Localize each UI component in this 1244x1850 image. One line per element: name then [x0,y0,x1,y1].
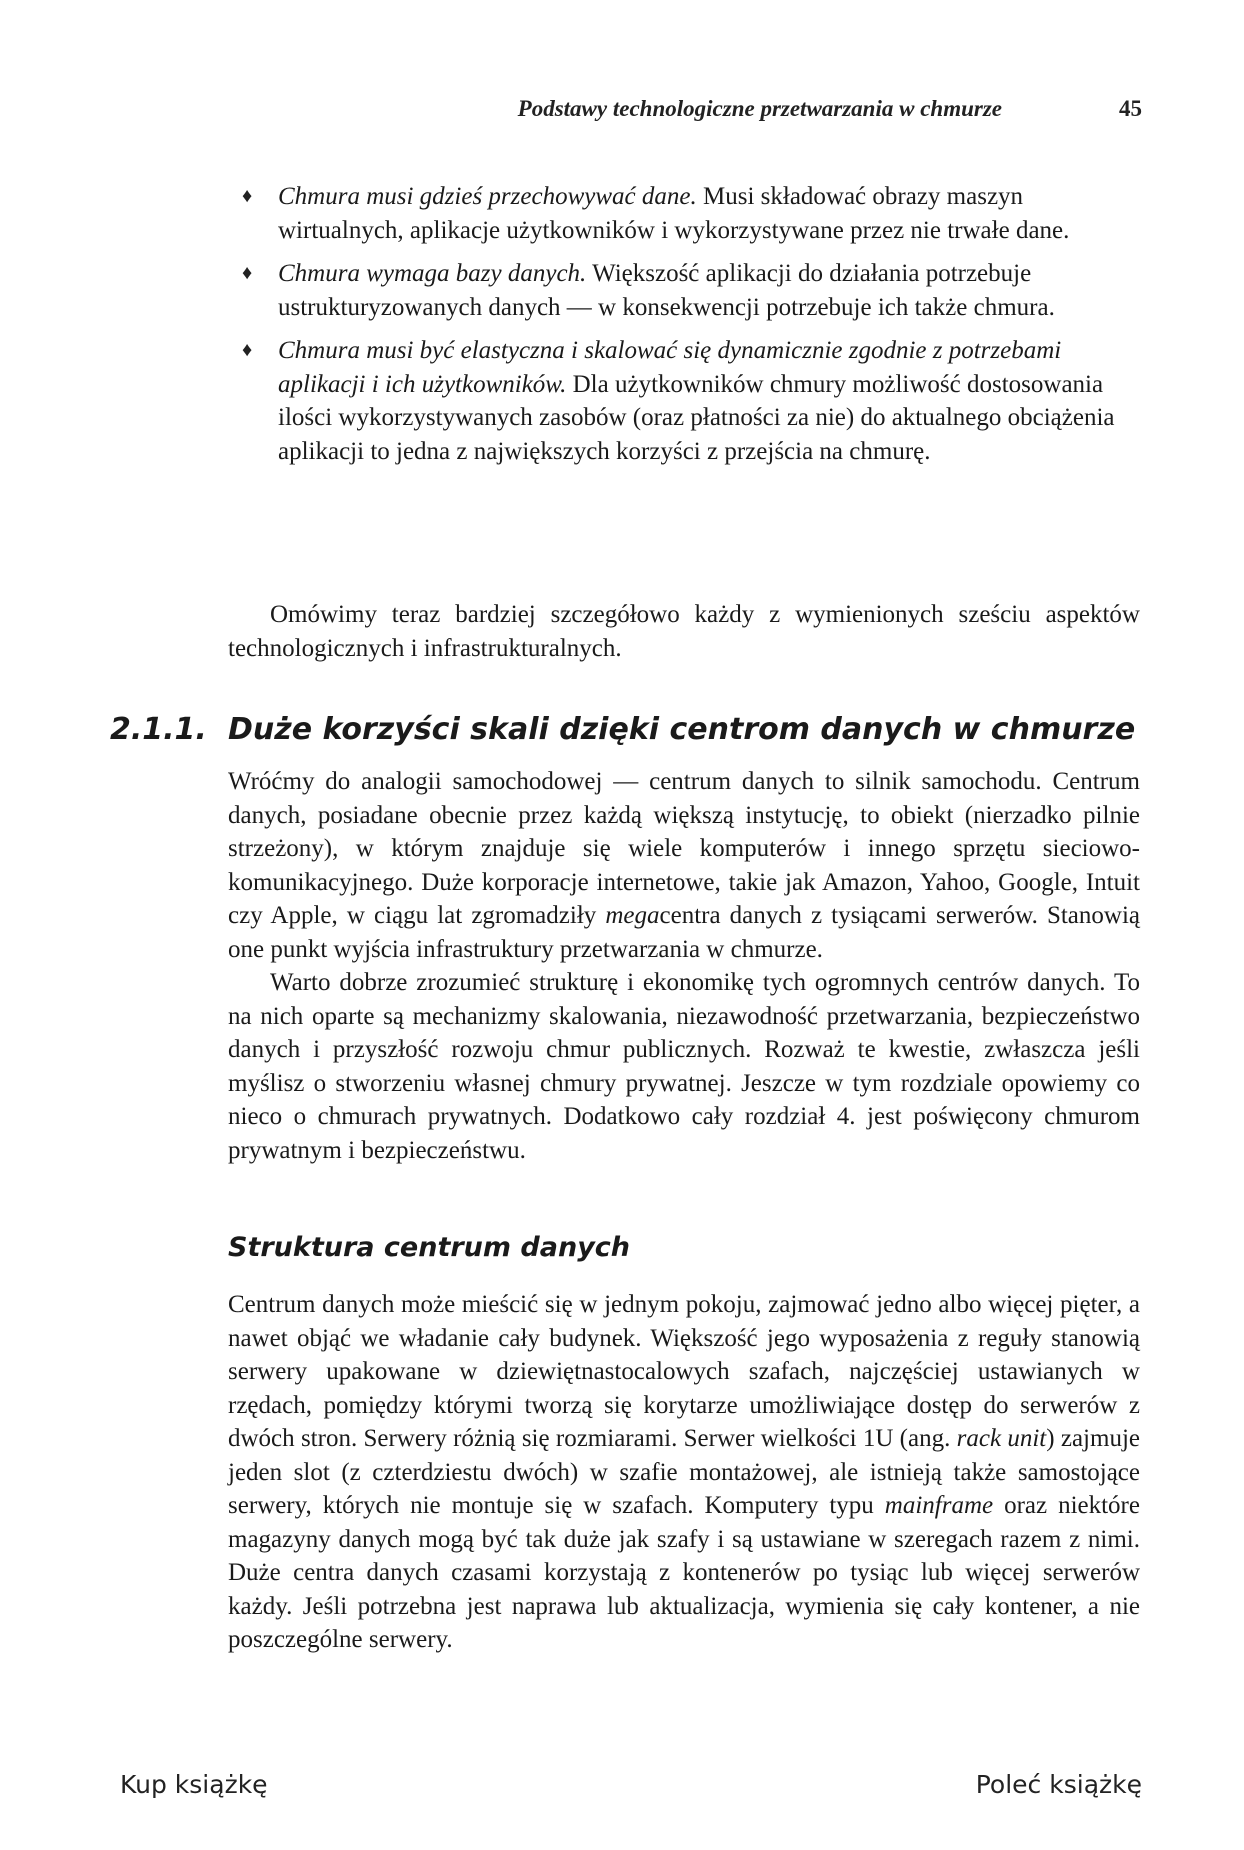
subsection-body [228,1288,1140,1657]
emphasis: rack unit [956,1425,1047,1452]
section-paragraph [228,765,1140,966]
subsection-heading: Struktura centrum danych [228,1232,631,1263]
buy-book-link[interactable]: Kup książkę [120,1770,268,1799]
emphasis: mega [605,902,660,929]
section-number: 2.1.1. [110,712,207,747]
intro-block [228,598,1140,665]
text-run: oraz niektóre magazyny danych mogą być tak duże jak szafy i są ustawiane w szeregach razem z nimi. Duże centra danych czasami korzystają z kontenerów po tysiąc lub więcej serwerów każdy. Jeśli potrzebna jest naprawa lub aktualizacja, wymienia się cały kontener, a nie poszczególne serwery. [228,1492,1140,1653]
section-body [228,765,1140,1167]
diamond-bullet-icon: ♦ [242,185,253,207]
diamond-bullet-icon: ♦ [242,262,253,284]
bullet-lead: Chmura musi być elastyczna i skalować się dynamicznie zgodnie z potrzebami aplikacji i ich użytkowników. [278,337,1062,398]
bullet-lead: Chmura musi gdzieś przechowywać dane. [278,183,697,210]
section-heading [110,712,1140,752]
section-title: Duże korzyści skali dzięki centrom danych w chmurze [228,712,1136,747]
running-head [230,96,1142,130]
intro-paragraph: Omówimy teraz bardziej szczegółowo każdy z wymienionych sześciu aspektów technologicznych i infrastrukturalnych. [228,601,1140,662]
bullet-text: Musi składować obrazy maszyn wirtualnych, aplikacje użytkowników i wykorzystywane przez nie trwałe dane. [278,183,1070,244]
page-number: 45 [1119,96,1142,121]
running-title: Podstawy technologiczne przetwarzania w chmurze [517,96,1002,121]
section-paragraph: Warto dobrze zrozumieć strukturę i ekonomikę tych ogromnych centrów danych. To na nich oparte są mechanizmy skalowania, niezawodność przetwarzania, bezpieczeństwo danych i przyszłość rozwoju chmur publicznych. Rozważ te kwestie, zwłaszcza jeśli myślisz o stworzeniu własnej chmury prywatnej. Jeszcze w tym rozdziale opowiemy co nieco o chmurach prywatnych. Dodatkowo cały rozdział 4. jest poświęcony chmurom prywatnym i bezpieczeństwu. [228,969,1140,1164]
text-run: ) zajmuje jeden slot (z czterdziestu dwóch) w szafie montażowej, ale istnieją także samostojące serwery, których nie montuje się w szafach. Komputery typu [228,1425,1140,1519]
emphasis: mainframe [884,1492,994,1519]
recommend-book-link[interactable]: Poleć książkę [975,1770,1142,1799]
subsection-paragraph [228,1288,1140,1657]
diamond-bullet-icon: ♦ [242,339,253,361]
text-run: centra danych z tysiącami serwerów. Stanowią one punkt wyjścia infrastruktury przetwarzania w chmurze. [228,902,1141,963]
bullet-list [228,180,1140,478]
bullet-lead: Chmura wymaga bazy danych. [278,260,587,287]
bullet-item [228,180,1140,247]
bullet-item [228,334,1140,468]
bullet-text: Większość aplikacji do działania potrzebuje ustrukturyzowanych danych — w konsekwencji potrzebuje ich także chmura. [278,260,1055,321]
bullet-text: Dla użytkowników chmury możliwość dostosowania ilości wykorzystywanych zasobów (oraz płatności za nie) do aktualnego obciążenia aplikacji to jedna z największych korzyści z przejścia na chmurę. [278,370,1115,465]
text-run: Centrum danych może mieścić się w jednym pokoju, zajmować jedno albo więcej pięter, a nawet objąć we władanie cały budynek. Większość jego wyposażenia z reguły stanowią serwery upakowane w dziewiętnastocalowych szafach, najczęściej ustawianych w rzędach, pomiędzy którymi tworzą się korytarze umożliwiające dostęp do serwerów z dwóch stron. Serwery różnią się rozmiarami. Serwer wielkości 1U (ang. [228,1291,1140,1452]
text-run: Wróćmy do analogii samochodowej — centrum danych to silnik samochodu. Centrum danych, posiadane obecnie przez każdą większą instytucję, to obiekt (nierzadko pilnie strzeżony), w którym znajduje się wiele komputerów i innego sprzętu sieciowo-komunikacyjnego. Duże korporacje internetowe, takie jak Amazon, Yahoo, Google, Intuit czy Apple, w ciągu lat zgromadziły [228,768,1140,929]
bullet-item [228,257,1140,324]
